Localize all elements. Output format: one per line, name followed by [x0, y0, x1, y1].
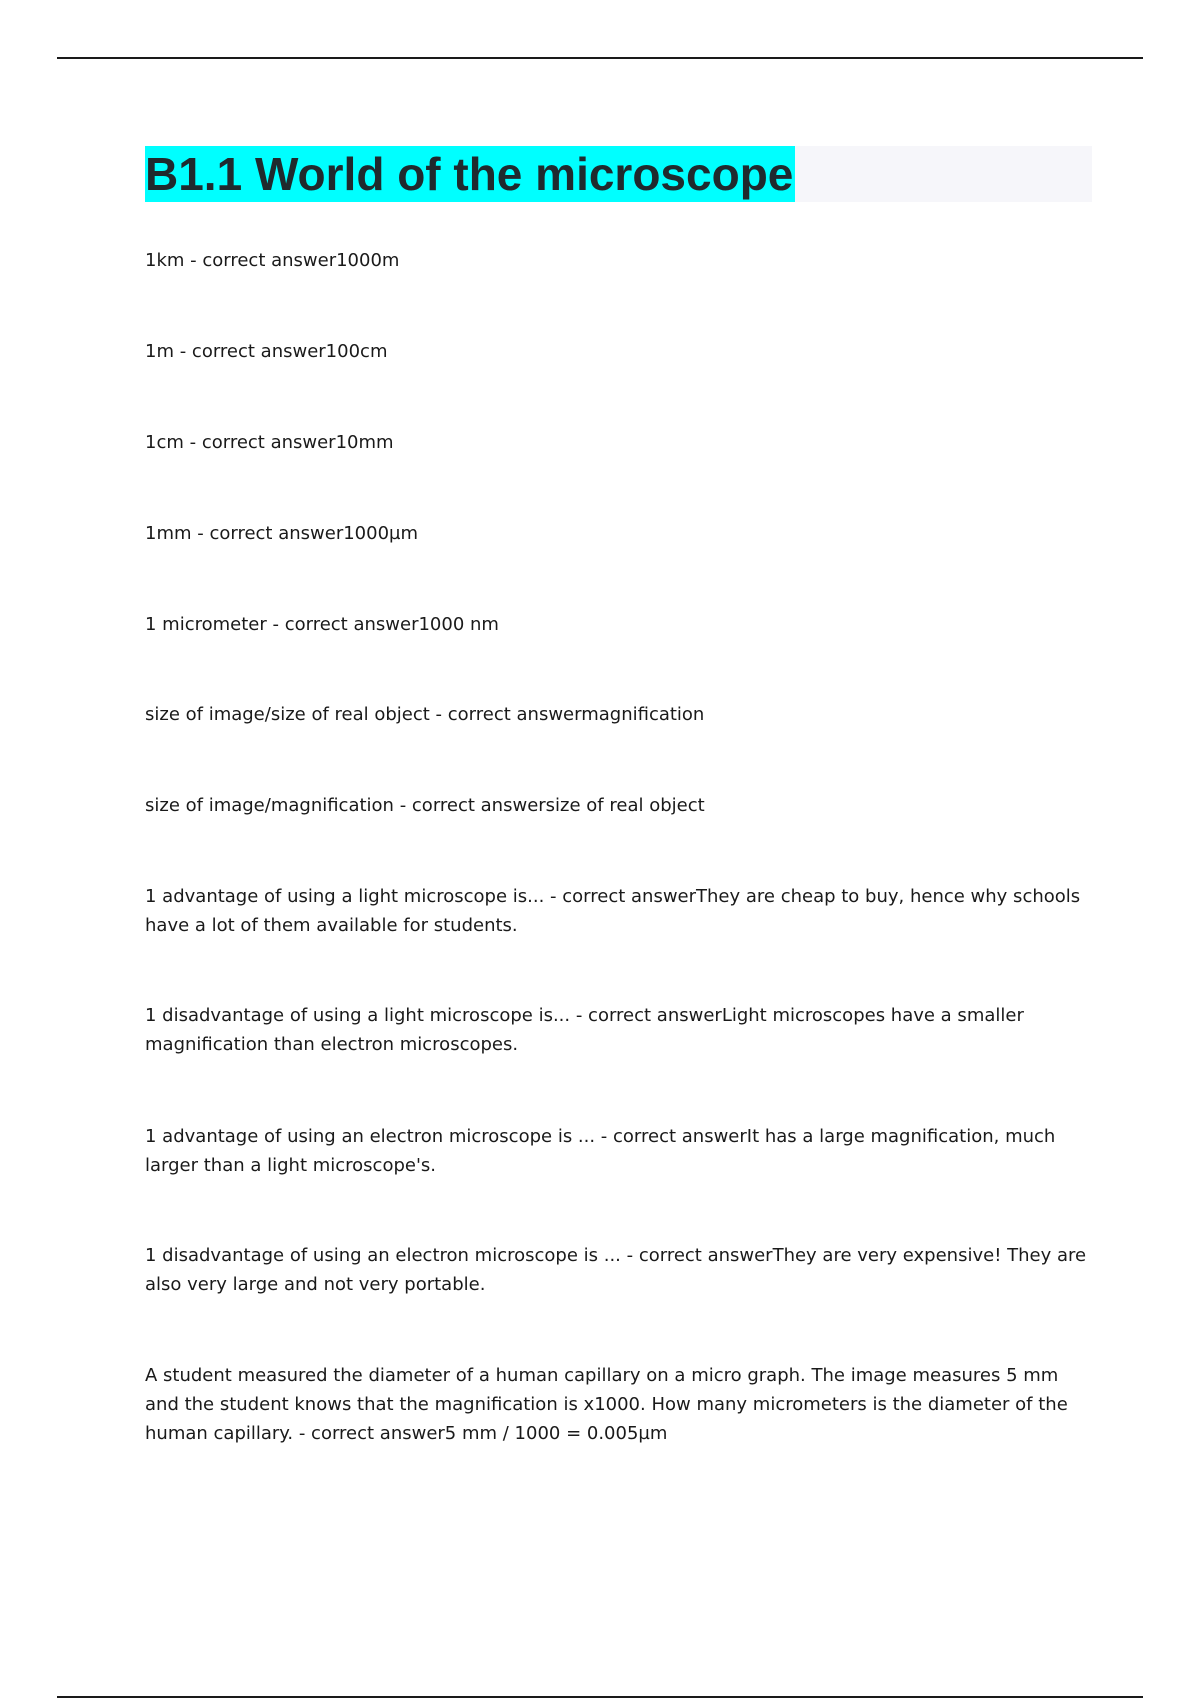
qa-item: 1cm - correct answer10mm	[145, 432, 394, 453]
qa-item: 1m - correct answer100cm	[145, 341, 388, 362]
top-rule	[57, 57, 1143, 59]
qa-item: A student measured the diameter of a human capillary on a micro graph. The image measures 5 mm and the student knows that the magnification is x1000. How many micrometers is the diameter of the human capillary. - correct answer5 mm / 1000 = 0.005µm	[145, 1365, 1068, 1444]
qa-item: 1 advantage of using an electron microscope is ... - correct answerIt has a large magnification, much larger than a light microscope's.	[145, 1126, 1056, 1176]
qa-item: size of image/magnification - correct answersize of real object	[145, 795, 705, 816]
qa-item: 1 advantage of using a light microscope is... - correct answerThey are cheap to buy, hence why schools have a lot of them available for students.	[145, 886, 1081, 936]
qa-item: 1mm - correct answer1000µm	[145, 523, 419, 544]
bottom-rule	[57, 1696, 1143, 1698]
page-title: B1.1 World of the microscope	[145, 148, 794, 200]
qa-item: 1km - correct answer1000m	[145, 250, 400, 271]
qa-item: 1 disadvantage of using a light microscope is... - correct answerLight microscopes have a smaller magnification than electron microscopes.	[145, 1005, 1024, 1055]
qa-item: 1 micrometer - correct answer1000 nm	[145, 614, 499, 635]
qa-item: size of image/size of real object - correct answermagnification	[145, 704, 705, 725]
qa-item: 1 disadvantage of using an electron microscope is ... - correct answerThey are very expensive! They are also very large and not very portable.	[145, 1245, 1087, 1295]
